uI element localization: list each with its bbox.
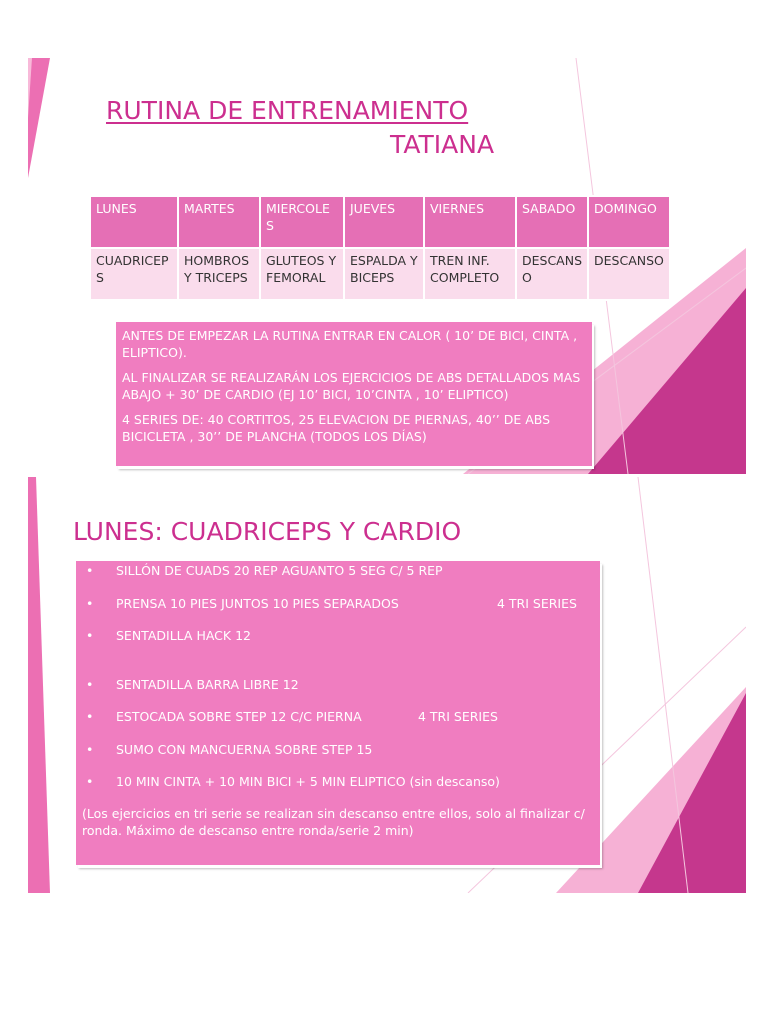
left-accent-stripe — [28, 58, 50, 178]
instructions-box — [116, 322, 592, 466]
focus-cell: DESCANSO — [588, 248, 670, 300]
bullet: • — [86, 774, 94, 789]
day-cell: MIERCOLE S — [260, 196, 344, 248]
day-cell: JUEVES — [344, 196, 424, 248]
series-label: 4 TRI SERIES — [418, 709, 498, 724]
cardio-note: AL FINALIZAR SE REALIZARÁN LOS EJERCICIOS DE ABS DETALLADOS MAS ABAJO + 30’ DE CARDIO (EJ 10’ BICI, 10’CINTA , 10’ ELIPTICO) — [122, 370, 581, 402]
focus-cell: GLUTEOS Y FEMORAL — [260, 248, 344, 300]
focus-cell: HOMBROS Y TRICEPS — [178, 248, 260, 300]
series-label: 4 TRI SERIES — [497, 596, 577, 611]
bullet: • — [86, 628, 94, 643]
section-title: LUNES: CUADRICEPS Y CARDIO — [73, 517, 462, 546]
slide-routine-overview — [28, 58, 746, 474]
day-cell: SABADO — [516, 196, 588, 248]
schedule-header-row — [90, 196, 670, 248]
page-title: RUTINA DE ENTRENAMIENTO — [106, 96, 469, 125]
focus-cell: TREN INF. COMPLETO — [424, 248, 516, 300]
focus-cell: ESPALDA Y BICEPS — [344, 248, 424, 300]
focus-cell: CUADRICEP S — [90, 248, 178, 300]
abs-note: 4 SERIES DE: 40 CORTITOS, 25 ELEVACION DE PIERNAS, 40’’ DE ABS BICICLETA , 30’’ DE PLANCHA (TODOS LOS DÍAS) — [122, 412, 551, 444]
rest-note: (Los ejercicios en tri serie se realizan sin descanso entre ellos, solo al finalizar c/ ronda. Máximo de descanso entre ronda/serie 2 min) — [82, 806, 585, 838]
schedule-focus-row — [90, 248, 670, 300]
bullet: • — [86, 563, 94, 578]
bullet: • — [86, 709, 94, 724]
left-accent-stripe — [28, 477, 50, 893]
slide-monday-routine — [28, 477, 746, 893]
bullet: • — [86, 742, 94, 757]
day-cell: MARTES — [178, 196, 260, 248]
warmup-note: ANTES DE EMPEZAR LA RUTINA ENTRAR EN CALOR ( 10’ DE BICI, CINTA , ELIPTICO). — [122, 328, 578, 360]
focus-cell: DESCANS O — [516, 248, 588, 300]
page-subtitle: TATIANA — [390, 130, 495, 159]
day-cell: DOMINGO — [588, 196, 670, 248]
weekly-schedule-table — [89, 195, 671, 301]
day-cell: LUNES — [90, 196, 178, 248]
bullet: • — [86, 596, 94, 611]
bullet: • — [86, 677, 94, 692]
day-cell: VIERNES — [424, 196, 516, 248]
exercise-list-box: • SILLÓN DE CUADS 20 REP AGUANTO 5 SEG C/ 5 REP • PRENSA 10 PIES JUNTOS 10 PIES SEPARADOS 4 TRI SERIES • SENTADILLA HACK 12 • SENTADILLA BARRA LIBRE 12 • ESTOCADA SOBRE STEP 12 C/C PIERNA 4 TRI SERIES • SUMO CON MANCUERNA SOBRE STEP 15 • 10 MIN CINTA + 10 MIN BICI + 5 MIN ELIPTICO (sin descanso) (Los ejercicios en tri serie se realizan sin descanso entre ellos, solo al finalizar c/ ronda. Máximo de descanso entre ronda/serie 2 min) — [76, 561, 600, 865]
